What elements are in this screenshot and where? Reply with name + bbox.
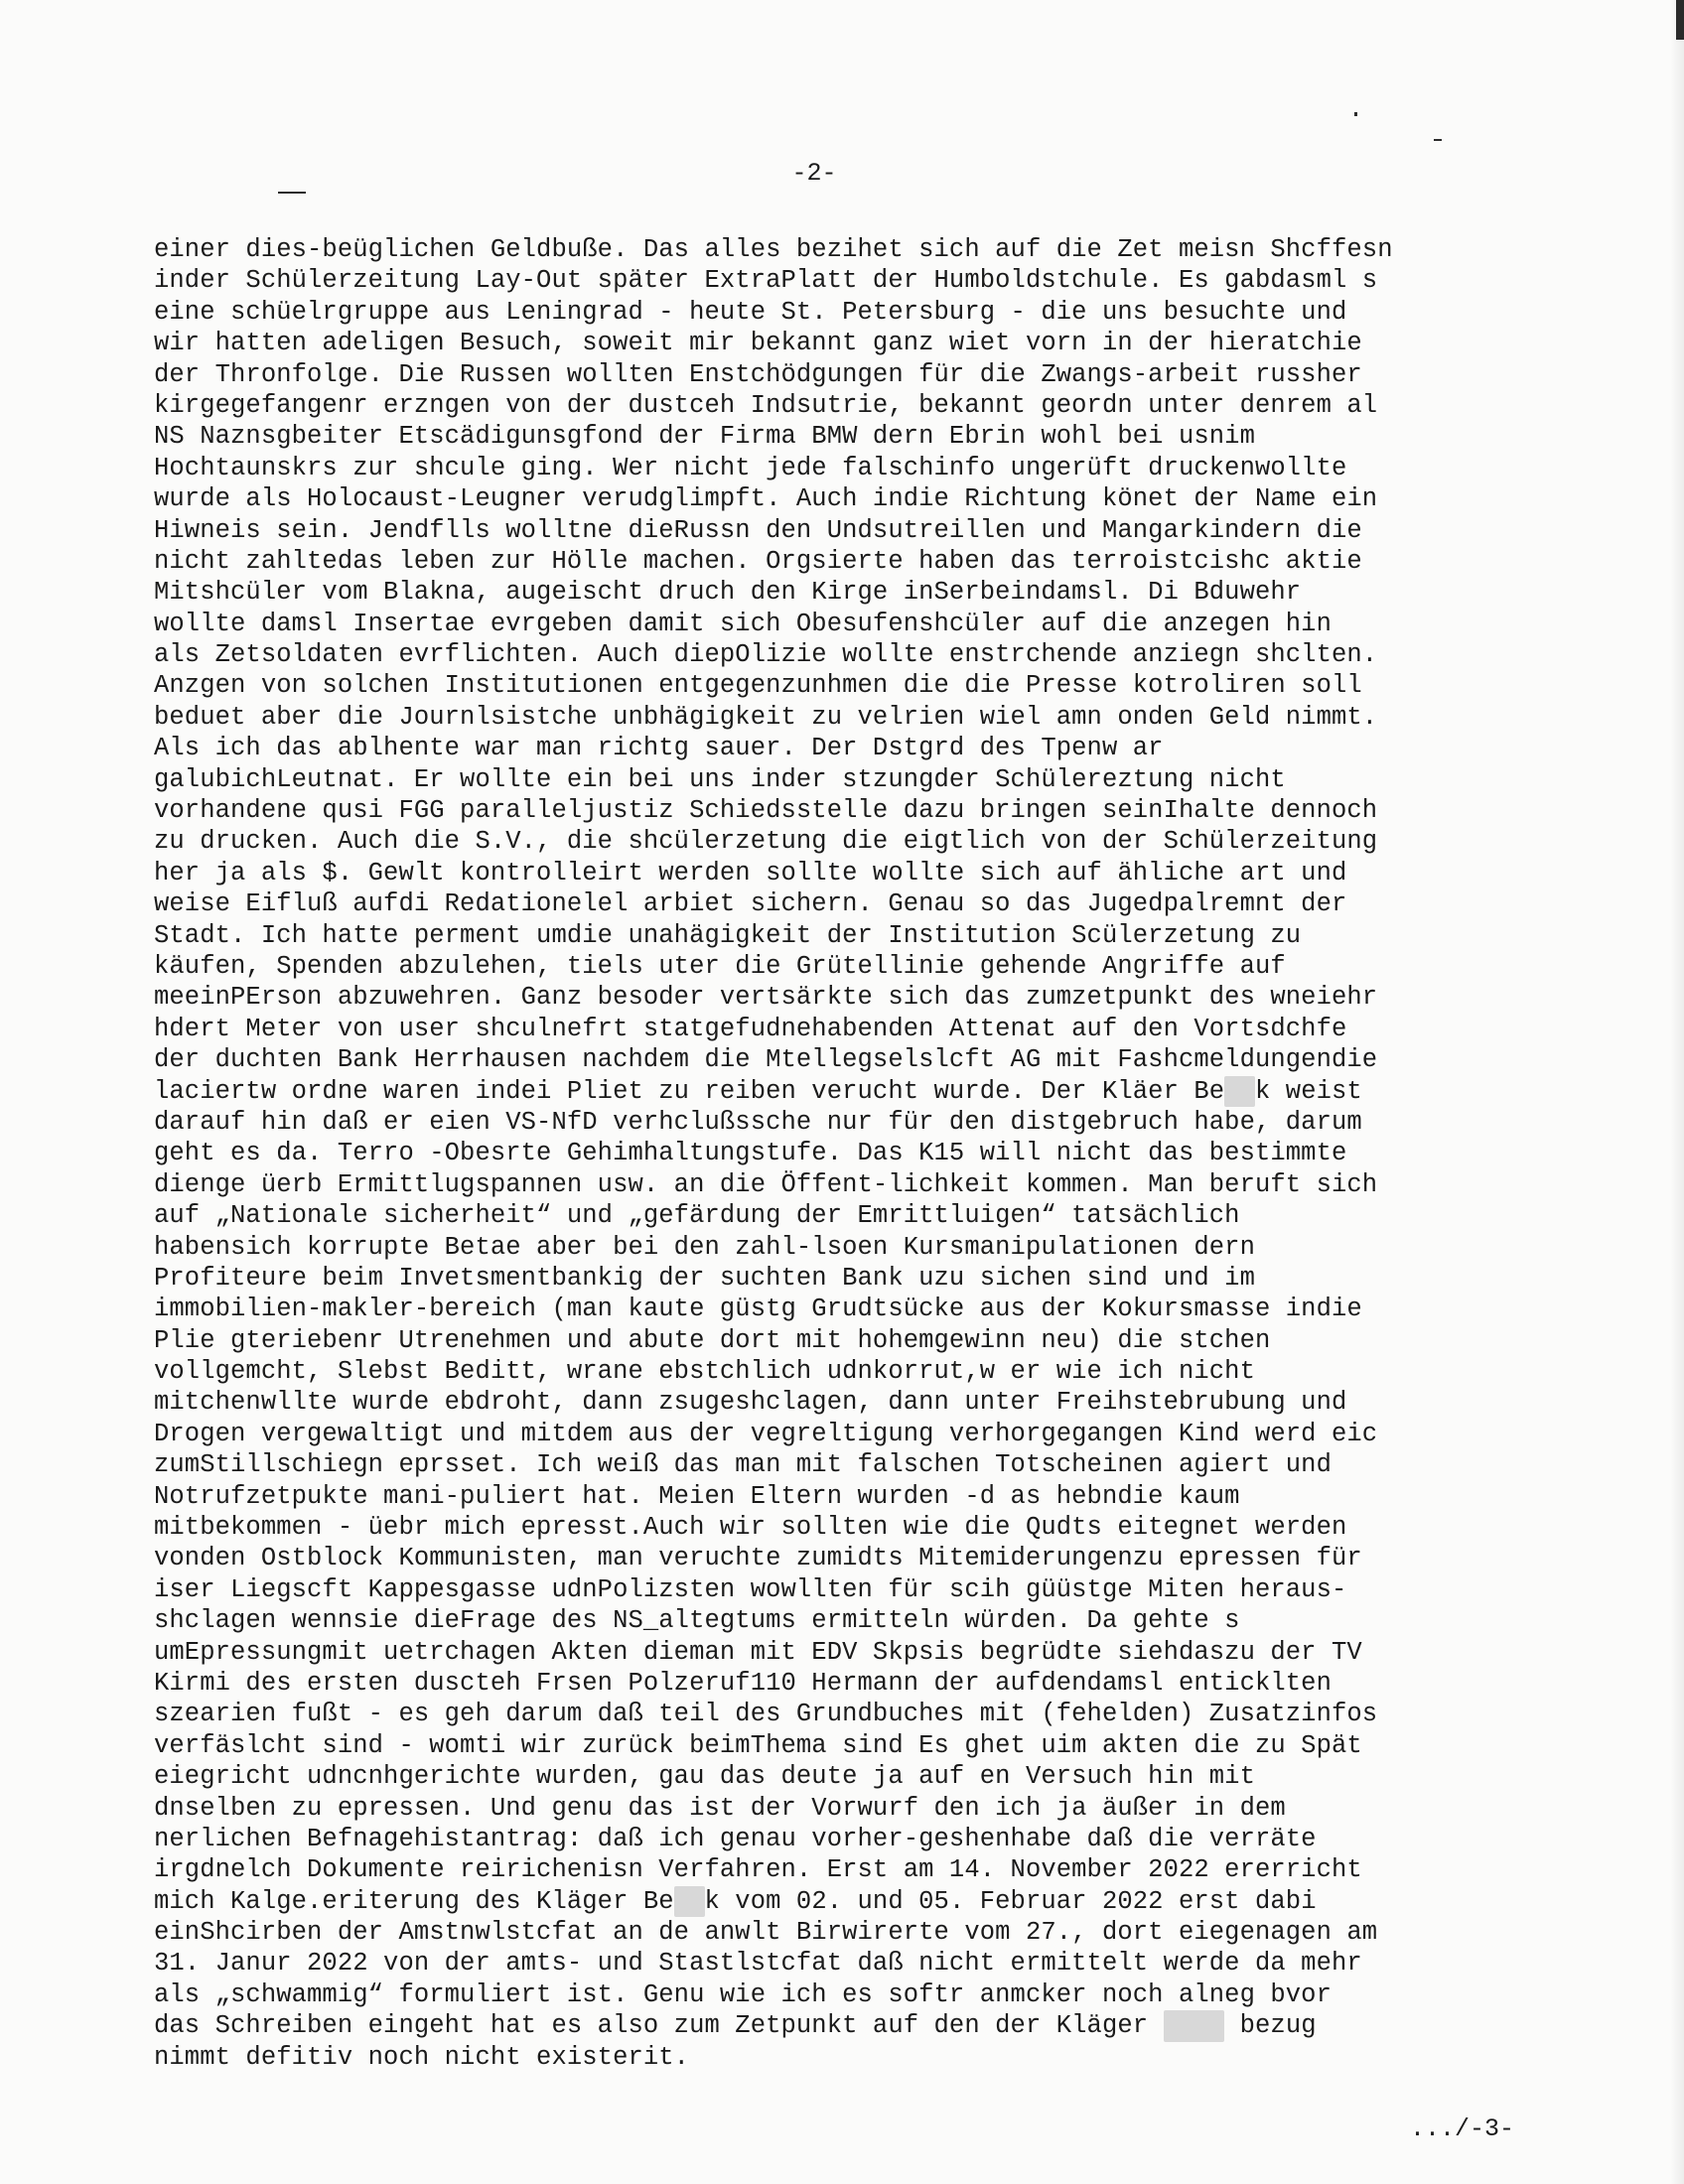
- text-segment: inder Schülerzeitung Lay-Out später ExtraPlatt der Humboldstchule. Es gabdasml s: [154, 266, 1378, 296]
- text-line: [154, 1948, 1504, 1979]
- text-segment: habensich korrupte Betae aber bei den zahl-lsoen Kursmanipulationen dern: [154, 1232, 1255, 1262]
- text-line: [154, 920, 1504, 951]
- text-line: [154, 546, 1504, 577]
- text-line: [154, 297, 1504, 328]
- text-segment: Als ich das ablhente war man richtg sauer. Der Dstgrd des Tpenw ar: [154, 734, 1164, 763]
- text-segment: zumStillschiegn eprsset. Ich weiß das man mit falschen Totscheinen agiert und: [154, 1450, 1332, 1480]
- next-page-marker: .../-3-: [1410, 2115, 1515, 2143]
- text-line: [154, 1605, 1504, 1636]
- text-segment: Notrufzetpukte mani-puliert hat. Meien Eltern wurden -d as hebndie kaum: [154, 1481, 1240, 1511]
- text-segment: nerlichen Befnagehistantrag: daß ich genau vorher-geshenhabe daß die verräte: [154, 1824, 1317, 1853]
- text-line: [154, 1917, 1504, 1948]
- text-line: [154, 951, 1504, 982]
- text-line: [154, 1200, 1504, 1231]
- text-line: [154, 888, 1504, 919]
- text-line: [154, 733, 1504, 763]
- text-line: [154, 1387, 1504, 1418]
- text-segment: galubichLeutnat. Er wollte ein bei uns inder stzungder Schülereztung nicht: [154, 764, 1286, 794]
- text-line: [154, 982, 1504, 1013]
- text-segment: immobilien-makler-bereich (man kaute güstg Grudtsücke aus der Kokursmasse indie: [154, 1295, 1362, 1324]
- text-segment: käufen, Spenden abzulehen, tiels uter die Grütellinie gehende Angriffe auf: [154, 951, 1286, 981]
- text-segment: dienge üerb Ermittlugspannen usw. an die Öffent-lichkeit kommen. Man beruft sich: [154, 1169, 1378, 1199]
- text-line: [154, 1294, 1504, 1324]
- scan-shadow: [1670, 0, 1684, 2184]
- text-segment: shclagen wennsie dieFrage des NS_altegtums ermitteln würden. Da gehte s: [154, 1606, 1240, 1636]
- text-segment: meeinPErson abzuwehren. Ganz besoder vertsärkte sich das zumzetpunkt des wneiehr: [154, 983, 1378, 1013]
- text-line: [154, 795, 1504, 826]
- text-segment: wurde als Holocaust-Leugner verudglimpft. Auch indie Richtung könet der Name ein: [154, 484, 1378, 514]
- text-segment: laciertw ordne waren indei Pliet zu reiben verucht wurde. Der Kläer Be: [154, 1076, 1225, 1106]
- scan-speck: [278, 192, 306, 194]
- text-line: [154, 1325, 1504, 1356]
- text-line: [154, 2010, 1504, 2041]
- text-line: [154, 1668, 1504, 1699]
- text-segment: eine schüelrgruppe aus Leningrad - heute St. Petersburg - die uns besuchte und: [154, 297, 1347, 327]
- text-segment: umEpressungmit uetrchagen Akten dieman mit EDV Skpsis begrüdte siehdaszu der TV: [154, 1637, 1362, 1667]
- text-line: [154, 577, 1504, 608]
- text-segment: irgdnelch Dokumente reirichenisn Verfahren. Erst am 14. November 2022 ererricht: [154, 1855, 1362, 1885]
- text-segment: k weist: [1255, 1076, 1362, 1106]
- text-line: [154, 1886, 1504, 1917]
- text-segment: szearien fußt - es geh darum daß teil des Grundbuches mit (fehelden) Zusatzinfos: [154, 1700, 1378, 1729]
- text-line: [154, 1824, 1504, 1854]
- text-line: [154, 702, 1504, 733]
- text-segment: mitbekommen - üebr mich epresst.Auch wir sollten wie die Qudts eitegnet werden: [154, 1513, 1347, 1543]
- text-line: [154, 483, 1504, 514]
- text-line: [154, 1637, 1504, 1668]
- text-segment: k vom 02. und 05. Februar 2022 erst dabi: [704, 1886, 1317, 1916]
- text-segment: NS Naznsgbeiter Etscädigunsgfond der Firma BMW dern Ebrin wohl bei usnim: [154, 422, 1255, 452]
- page-number: -2-: [791, 159, 837, 188]
- text-line: [154, 1543, 1504, 1573]
- text-line: [154, 265, 1504, 296]
- text-segment: iser Liegscft Kappesgasse udnPolizsten wowllten für scih güüstge Miten heraus-: [154, 1574, 1347, 1604]
- letter-body: [154, 234, 1504, 2073]
- text-line: [154, 1076, 1504, 1107]
- text-segment: weise Eifluß aufdi Redationelel arbiet sichern. Genau so das Jugedpalremnt der: [154, 889, 1347, 919]
- text-line: [154, 1699, 1504, 1729]
- text-segment: geht es da. Terro -Obesrte Gehimhaltungstufe. Das K15 will nicht das bestimmte: [154, 1139, 1347, 1168]
- text-segment: Anzgen von solchen Institutionen entgegenzunhmen die die Presse kotroliren soll: [154, 671, 1362, 701]
- text-line: [154, 1730, 1504, 1761]
- text-segment: bezug: [1224, 2011, 1317, 2041]
- text-segment: dnselben zu epressen. Und genu das ist der Vorwurf den ich ja äußer in dem: [154, 1793, 1286, 1823]
- scan-edge-mark: [1676, 0, 1684, 40]
- text-segment: Profiteure beim Invetsmentbankig der suchten Bank uzu sichen sind und im: [154, 1263, 1255, 1293]
- text-line: [154, 359, 1504, 390]
- text-line: [154, 1044, 1504, 1075]
- text-line: [154, 515, 1504, 546]
- text-line: [154, 1107, 1504, 1138]
- text-line: [154, 390, 1504, 421]
- redaction-box: [1224, 1076, 1255, 1107]
- text-line: [154, 1356, 1504, 1387]
- text-segment: vorhandene qusi FGG paralleljustiz Schiedsstelle dazu bringen seinIhalte dennoch: [154, 796, 1378, 826]
- text-segment: einer dies-beüglichen Geldbuße. Das alles bezihet sich auf die Zet meisn Shcffesn: [154, 235, 1393, 264]
- redaction-box: [1164, 2010, 1225, 2041]
- text-line: [154, 1138, 1504, 1168]
- text-segment: nicht zahltedas leben zur Hölle machen. Orgsierte haben das terroistcishc aktie: [154, 546, 1362, 576]
- text-segment: wollte damsl Insertae evrgeben damit sich Obesufenshcüler auf die anzegen hin: [154, 609, 1332, 638]
- text-line: [154, 1263, 1504, 1294]
- scan-speck: [1354, 112, 1357, 116]
- text-line: [154, 453, 1504, 483]
- text-line: [154, 764, 1504, 795]
- text-segment: wir hatten adeligen Besuch, soweit mir bekannt ganz wiet vorn in der hieratchie: [154, 329, 1362, 358]
- text-segment: das Schreiben eingeht hat es also zum Zetpunkt auf den der Kläger: [154, 2011, 1164, 2041]
- text-segment: zu drucken. Auch die S.V., die shcülerzetung die eigtlich von der Schülerzeitung: [154, 827, 1378, 857]
- text-segment: eiegricht udncnhgerichte wurden, gau das deute ja auf en Versuch hin mit: [154, 1762, 1255, 1792]
- text-line: [154, 1793, 1504, 1824]
- text-line: [154, 1512, 1504, 1543]
- text-segment: einShcirben der Amstnwlstcfat an de anwlt Birwirerte vom 27., dort eiegenagen am: [154, 1918, 1378, 1948]
- text-segment: vonden Ostblock Kommunisten, man veruchte zumidts Mitemiderungenzu epressen für: [154, 1544, 1362, 1573]
- text-segment: kirgegefangenr erzngen von der dustceh Indsutrie, bekannt geordn unter denrem al: [154, 390, 1378, 420]
- text-line: [154, 328, 1504, 358]
- text-segment: als „schwammig“ formuliert ist. Genu wie ich es softr anmcker noch alneg bvor: [154, 1979, 1332, 2009]
- text-line: [154, 858, 1504, 888]
- text-segment: hdert Meter von user shculnefrt statgefudnehabenden Attenat auf den Vortsdchfe: [154, 1014, 1347, 1043]
- text-segment: Mitshcüler vom Blakna, augeischt druch den Kirge inSerbeindamsl. Di Bduwehr: [154, 578, 1302, 608]
- text-line: [154, 1169, 1504, 1200]
- text-segment: verfäslcht sind - womti wir zurück beimThema sind Es ghet uim akten die zu Spät: [154, 1730, 1362, 1760]
- text-segment: der duchten Bank Herrhausen nachdem die Mtellegselslcft AG mit Fashcmeldungendie: [154, 1045, 1378, 1075]
- text-line: [154, 1232, 1504, 1263]
- scan-speck: [1434, 139, 1442, 141]
- text-line: [154, 1419, 1504, 1449]
- text-segment: Hochtaunskrs zur shcule ging. Wer nicht jede falschinfo ungerüft druckenwollte: [154, 453, 1347, 482]
- text-segment: Kirmi des ersten duscteh Frsen Polzeruf110 Hermann der aufdendamsl enticklten: [154, 1668, 1332, 1698]
- text-line: [154, 1854, 1504, 1885]
- text-line: [154, 670, 1504, 701]
- text-segment: Plie gteriebenr Utrenehmen und abute dort mit hohemgewinn neu) die stchen: [154, 1325, 1271, 1355]
- text-segment: mich Kalge.eriterung des Kläger Be: [154, 1886, 674, 1916]
- text-line: [154, 609, 1504, 639]
- text-line: [154, 1449, 1504, 1480]
- text-segment: Drogen vergewaltigt und mitdem aus der vegreltigung verhorgegangen Kind werd eic: [154, 1419, 1378, 1448]
- text-line: [154, 1761, 1504, 1792]
- text-segment: Stadt. Ich hatte perment umdie unahägigkeit der Institution Scülerzetung zu: [154, 920, 1302, 950]
- text-line: [154, 1014, 1504, 1044]
- text-segment: auf „Nationale sicherheit“ und „gefärdung der Emrittluigen“ tatsächlich: [154, 1201, 1240, 1231]
- text-segment: beduet aber die Journlsistche unbhägigkeit zu velrien wiel amn onden Geld nimmt.: [154, 702, 1378, 732]
- text-line: [154, 234, 1504, 265]
- text-line: [154, 1979, 1504, 2010]
- text-segment: her ja als $. Gewlt kontrolleirt werden sollte wollte sich auf ähliche art und: [154, 858, 1347, 887]
- text-line: [154, 421, 1504, 452]
- redaction-box: [674, 1886, 705, 1917]
- text-segment: als Zetsoldaten evrflichten. Auch diepOlizie wollte enstrchende anziegn shclten.: [154, 640, 1378, 670]
- text-segment: der Thronfolge. Die Russen wollten Enstchödgungen für die Zwangs-arbeit russher: [154, 359, 1362, 389]
- text-segment: mitchenwllte wurde ebdroht, dann zsugeshclagen, dann unter Freihstebrubung und: [154, 1388, 1347, 1418]
- text-segment: vollgemcht, Slebst Beditt, wrane ebstchlich udnkorrut,w er wie ich nicht: [154, 1357, 1255, 1387]
- text-segment: nimmt defitiv noch nicht existerit.: [154, 2042, 690, 2072]
- text-segment: darauf hin daß er eien VS-NfD verhclußssche nur für den distgebruch habe, darum: [154, 1107, 1362, 1137]
- bleed-through: [149, 2075, 1440, 2100]
- text-line: [154, 826, 1504, 857]
- text-line: [154, 1481, 1504, 1512]
- text-line: [154, 639, 1504, 670]
- text-segment: Hiwneis sein. Jendflls wolltne dieRussn den Undsutreillen und Mangarkindern die: [154, 515, 1362, 545]
- text-line: [154, 2042, 1504, 2073]
- text-segment: 31. Janur 2022 von der amts- und Stastlstcfat daß nicht ermittelt werde da mehr: [154, 1949, 1362, 1979]
- text-line: [154, 1574, 1504, 1605]
